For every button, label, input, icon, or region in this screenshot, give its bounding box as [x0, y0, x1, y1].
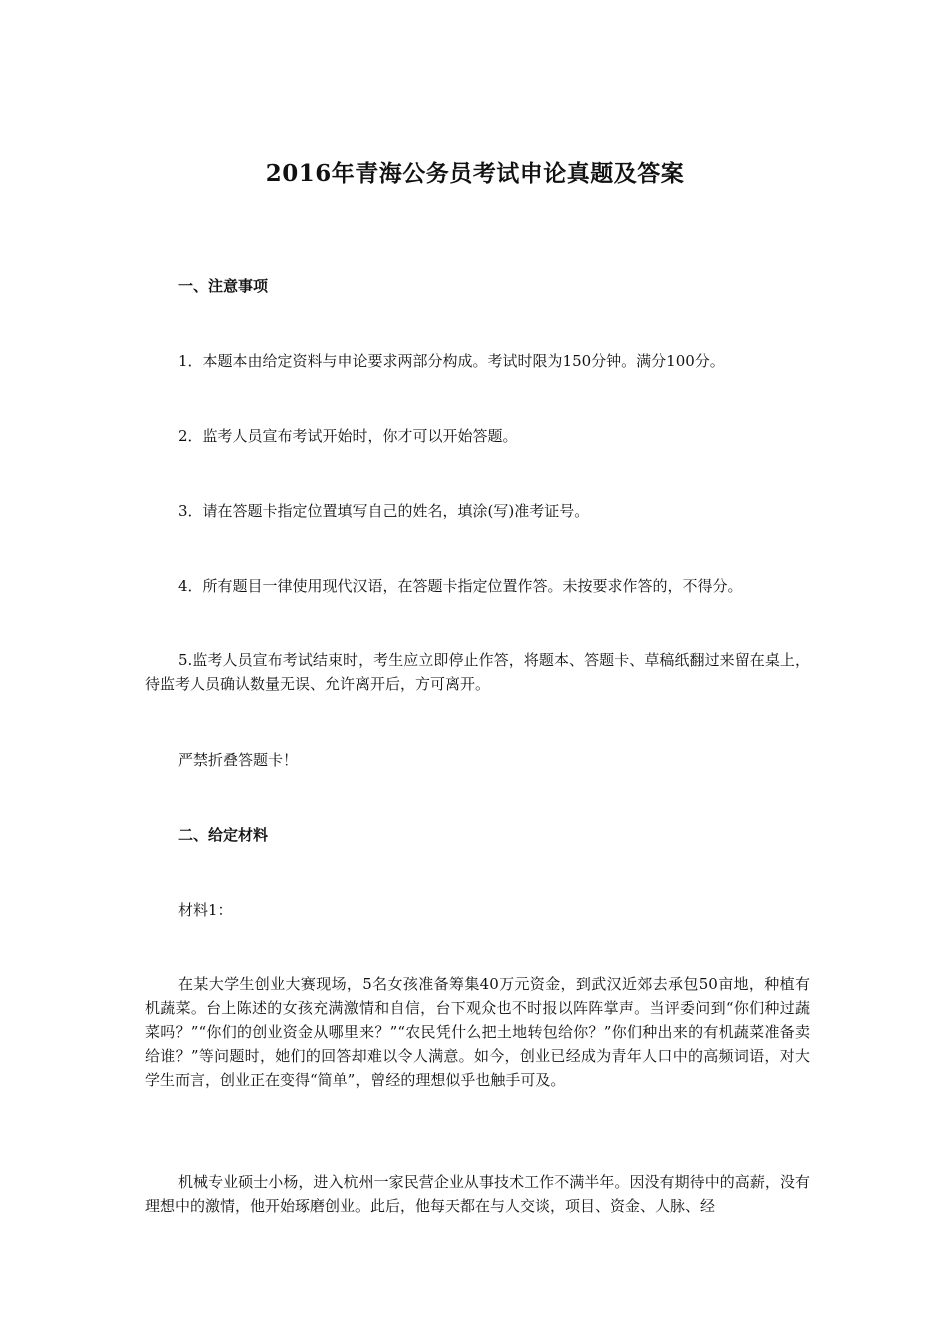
section-heading-notes: 一、注意事项	[178, 277, 269, 295]
material-paragraph-2: 机械专业硕士小杨，进入杭州一家民营企业从事技术工作不满半年。因没有期待中的高薪，没有理想中的激情，他开始琢磨创业。此后，他每天都在与人交谈，项目、资金、人脉、经	[145, 1173, 810, 1215]
note-item-5: 5.监考人员宣布考试结束时，考生应立即停止作答，将题本、答题卡、草稿纸翻过来留在桌上，待监考人员确认数量无误、允许离开后，方可离开。	[145, 651, 810, 693]
note-item-4: 4．所有题目一律使用现代汉语，在答题卡指定位置作答。未按要求作答的，不得分。	[178, 577, 743, 595]
note-item-3: 3．请在答题卡指定位置填写自己的姓名，填涂(写)准考证号。	[178, 502, 590, 520]
warning-text: 严禁折叠答题卡！	[178, 751, 299, 769]
section-heading-materials: 二、给定材料	[178, 826, 269, 844]
note-item-2: 2．监考人员宣布考试开始时，你才可以开始答题。	[178, 427, 518, 445]
material-label: 材料1：	[178, 901, 233, 919]
document-title: 2016年青海公务员考试申论真题及答案	[265, 160, 685, 187]
note-item-1: 1．本题本由给定资料与申论要求两部分构成。考试时限为150分钟。满分100分。	[178, 352, 725, 370]
material-paragraph-1: 在某大学生创业大赛现场，5名女孩准备筹集40万元资金，到武汉近郊去承包50亩地，种植有机蔬菜。台上陈述的女孩充满激情和自信，台下观众也不时报以阵阵掌声。当评委问到“你们种过蔬菜吗？”“你们的创业资金从哪里来？”“农民凭什么把土地转包给你？”你们种出来的有机蔬菜准备卖给谁？”等问题时，她们的回答却难以令人满意。如今，创业已经成为青年人口中的高频词语，对大学生而言，创业正在变得“简单”，曾经的理想似乎也触手可及。	[145, 975, 810, 1089]
